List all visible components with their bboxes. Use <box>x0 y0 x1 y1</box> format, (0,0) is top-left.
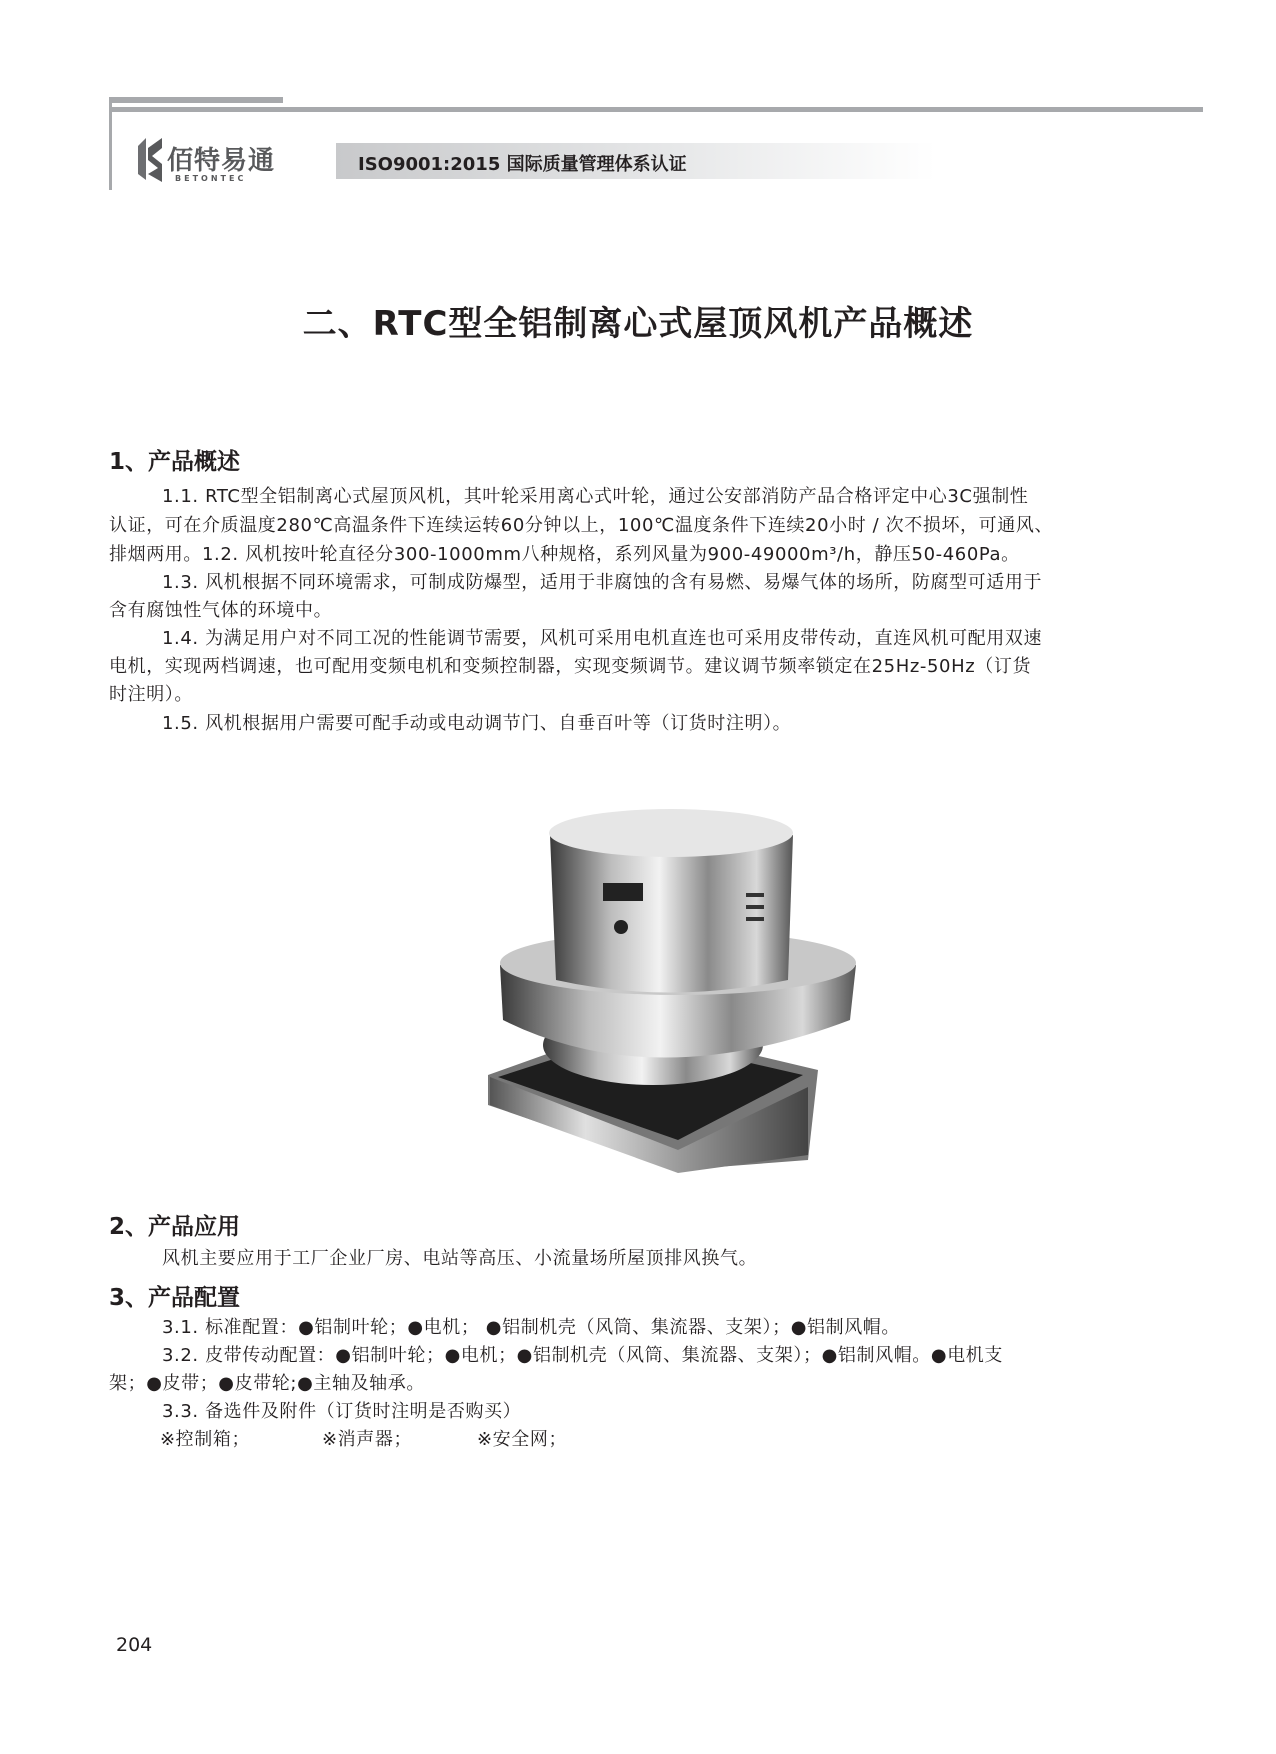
roof-fan-product-image <box>478 795 858 1190</box>
configuration-line: 3.3. 备选件及附件（订货时注明是否购买） <box>162 1401 522 1422</box>
section-heading-overview: 1、产品概述 <box>109 449 241 475</box>
configuration-line: 3.1. 标准配置：●铝制叶轮；●电机； ●铝制机壳（风筒、集流器、支架）；●铝制风帽。 <box>162 1317 901 1338</box>
overview-line: 1.4. 为满足用户对不同工况的性能调节需要，风机可采用电机直连也可采用皮带传动，直连风机可配用双速 <box>162 628 1043 649</box>
overview-line: 排烟两用。1.2. 风机按叶轮直径分300-1000mm八种规格，系列风量为900-49000m³/h，静压50-460Pa。 <box>109 544 1020 565</box>
overview-line: 认证，可在介质温度280℃高温条件下连续运转60分钟以上，100℃温度条件下连续20小时 / 次不损坏，可通风、 <box>109 515 1054 536</box>
header-rule <box>109 107 1203 112</box>
logo-mark-icon <box>134 134 166 186</box>
header-vertical-rule <box>109 97 112 190</box>
overview-line: 1.5. 风机根据用户需要可配手动或电动调节门、自垂百叶等（订货时注明）。 <box>162 713 792 734</box>
page-number: 204 <box>116 1634 153 1656</box>
header-accent-bar <box>109 97 283 103</box>
configuration-line: 3.2. 皮带传动配置：●铝制叶轮；●电机；●铝制机壳（风筒、集流器、支架）；●铝制风帽。●电机支 <box>162 1345 1003 1366</box>
option-item: ※安全网； <box>477 1429 568 1450</box>
section-heading-application: 2、产品应用 <box>109 1214 241 1240</box>
option-item: ※消声器； <box>322 1429 413 1450</box>
overview-line: 含有腐蚀性气体的环境中。 <box>109 600 333 621</box>
application-text: 风机主要应用于工厂企业厂房、电站等高压、小流量场所屋顶排风换气。 <box>162 1248 758 1269</box>
certification-text: ISO9001:2015 国际质量管理体系认证 <box>358 154 687 175</box>
option-item: ※控制箱； <box>160 1429 251 1450</box>
overview-line: 1.1. RTC型全铝制离心式屋顶风机，其叶轮采用离心式叶轮，通过公安部消防产品合格评定中心3C强制性 <box>162 486 1029 507</box>
logo-subtext: BETONTEC <box>175 174 247 183</box>
overview-line: 电机，实现两档调速，也可配用变频电机和变频控制器，实现变频调节。建议调节频率锁定在25Hz-50Hz（订货 <box>109 656 1032 677</box>
configuration-line: 架；●皮带；●皮带轮;●主轴及轴承。 <box>109 1373 425 1394</box>
section-heading-configuration: 3、产品配置 <box>109 1285 241 1311</box>
overview-line: 时注明）。 <box>109 684 193 705</box>
page-title: 二、RTC型全铝制离心式屋顶风机产品概述 <box>302 304 974 344</box>
certification-banner <box>336 143 936 179</box>
logo-text: 佰特易通 <box>167 146 276 176</box>
overview-line: 1.3. 风机根据不同环境需求，可制成防爆型，适用于非腐蚀的含有易燃、易爆气体的场所，防腐型可适用于 <box>162 572 1043 593</box>
